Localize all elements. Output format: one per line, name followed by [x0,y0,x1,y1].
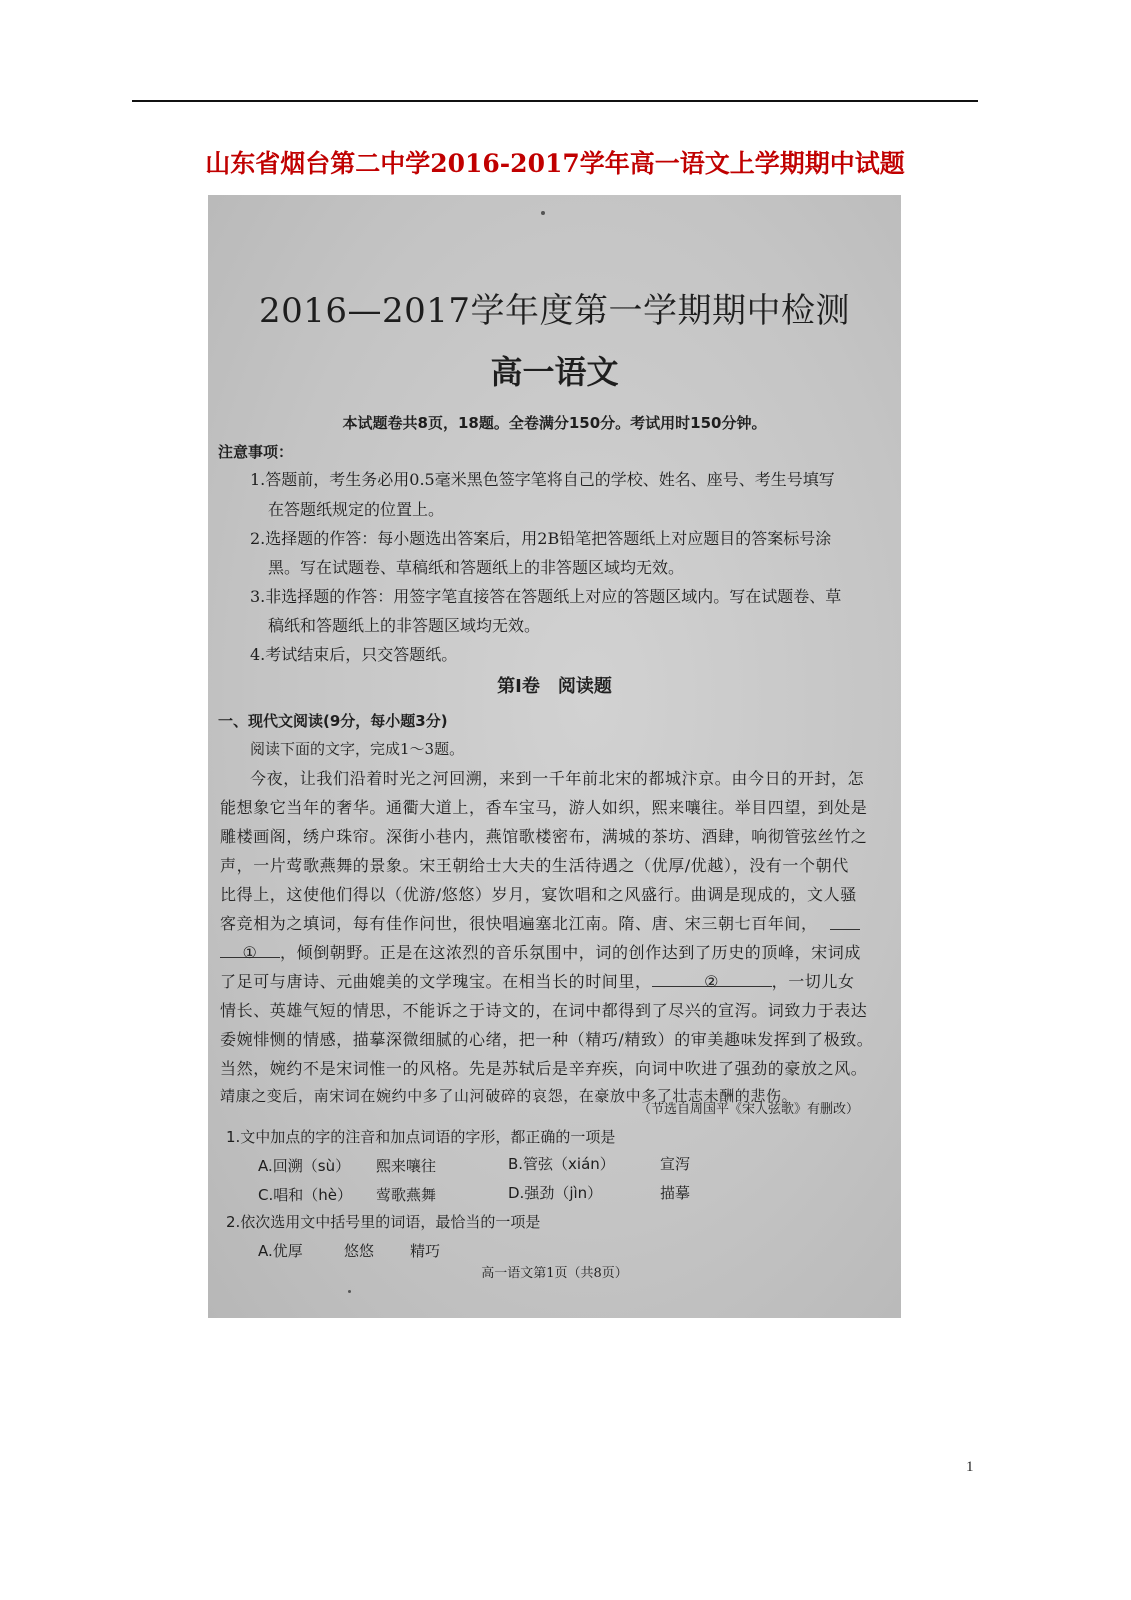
q1-option-d-word: 描摹 [660,1184,691,1202]
passage-line: 今夜，让我们沿着时光之河回溯，来到一千年前北宋的都城汴京。由今日的开封，怎 [250,769,865,788]
scanned-exam-page [208,195,901,1318]
header-rule [132,100,978,102]
q1-option-b-word: 宣泻 [660,1155,691,1173]
passage-line-8-tail: ，一切儿女 [771,972,855,991]
q1-option-c: C.唱和（hè） [258,1186,352,1204]
passage-line [220,969,855,992]
question-1: 1.文中加点的字的注音和加点词语的字形，都正确的一项是 [226,1128,616,1146]
blank-1 [220,943,280,962]
q1-option-a-word: 熙来嚷往 [376,1157,437,1175]
blank-2-label: ② [704,972,720,991]
passage-line [220,940,861,963]
passage-line: 客竞相为之填词，每有佳作问世，很快唱遍塞北江南。隋、唐、宋三朝七百年间， [220,914,818,933]
q1-option-d: D.强劲（jìn） [508,1184,603,1202]
passage-line: 声，一片莺歌燕舞的景象。宋王朝给士大夫的生活待遇之（优厚/优越），没有一个朝代 [220,856,849,875]
q1-option-c-word: 莺歌燕舞 [376,1186,437,1204]
question-2: 2.依次选用文中括号里的词语，最恰当的一项是 [226,1213,541,1231]
q1-option-b: B.管弦（xián） [508,1155,615,1173]
page-number: 1 [966,1459,974,1475]
note-3-line-2: 稿纸和答题纸上的非答题区域均无效。 [268,616,541,635]
note-2-line-1: 2.选择题的作答：每小题选出答案后，用2B铅笔把答题纸上对应题目的答案标号涂 [250,529,832,548]
exam-title: 2016—2017学年度第一学期期中检测 [258,291,851,331]
passage-line-8-head: 了足可与唐诗、元曲媲美的文学瑰宝。在相当长的时间里， [220,972,652,991]
note-1-line-1: 1.答题前，考生务必用0.5毫米黑色签字笔将自己的学校、姓名、座号、考生号填写 [250,470,835,489]
note-3-line-1: 3.非选择题的作答：用签字笔直接答在答题纸上对应的答题区域内。写在试题卷、草 [250,587,842,606]
blank-1-label: ① [242,943,258,962]
passage-line: 雕楼画阁，绣户珠帘。深街小巷内，燕馆歌楼密布，满城的茶坊、酒肆，响彻管弦丝竹之 [220,827,868,846]
passage-line: 靖康之变后，南宋词在婉约中多了山河破碎的哀怨，在豪放中多了壮志未酬的悲伤。 [220,1087,798,1105]
q1-option-a: A.回溯（sù） [258,1157,351,1175]
passage-line: 情长、英雄气短的情思，不能诉之于诗文的，在词中都得到了尽兴的宣泻。词致力于表达 [220,1001,868,1020]
passage-line: 比得上，这使他们得以（优游/悠悠）岁月，宴饮唱和之风盛行。曲调是现成的，文人骚 [220,885,857,904]
passage-line: 当然，婉约不是宋词惟一的风格。先是苏轼后是辛弃疾，向词中吹进了强劲的豪放之风。 [220,1059,868,1078]
q2-option-a-word-2: 悠悠 [344,1242,375,1260]
part-heading: 一、现代文阅读(9分，每小题3分) [218,712,448,730]
passage-line: 委婉悱恻的情感，描摹深微细腻的心绪，把一种（精巧/精致）的审美趣味发挥到了极致。 [220,1030,874,1049]
q2-option-a-word-3: 精巧 [410,1242,441,1260]
instruction: 阅读下面的文字，完成1～3题。 [250,740,465,758]
note-2-line-2: 黑。写在试题卷、草稿纸和答题纸上的非答题区域均无效。 [268,558,685,577]
scan-speck [348,1290,351,1293]
scan-speck [541,211,545,215]
document-title: 山东省烟台第二中学2016-2017学年高一语文上学期期中试题 [205,149,905,178]
note-1-line-2: 在答题纸规定的位置上。 [268,500,445,519]
blank-2 [652,972,772,991]
passage-source: （节选自周国平《宋人弦歌》有删改） [638,1102,860,1117]
blank-1-start [830,915,860,934]
q2-option-a: A.优厚 [258,1242,303,1260]
note-4: 4.考试结束后，只交答题纸。 [250,645,458,664]
notice-heading: 注意事项： [218,443,294,461]
exam-info: 本试题卷共8页，18题。全卷满分150分。考试用时150分钟。 [342,414,767,432]
passage-line: 能想象它当年的奢华。通衢大道上，香车宝马，游人如织，熙来嚷往。举目四望，到处是 [220,798,868,817]
scan-footer: 高一语文第1页（共8页） [481,1266,628,1281]
exam-subject: 高一语文 [490,353,619,391]
passage-line-7-tail: ，倾倒朝野。正是在这浓烈的音乐氛围中，词的创作达到了历史的顶峰，宋词成 [280,943,862,962]
section-heading: 第Ⅰ卷 阅读题 [497,676,612,697]
